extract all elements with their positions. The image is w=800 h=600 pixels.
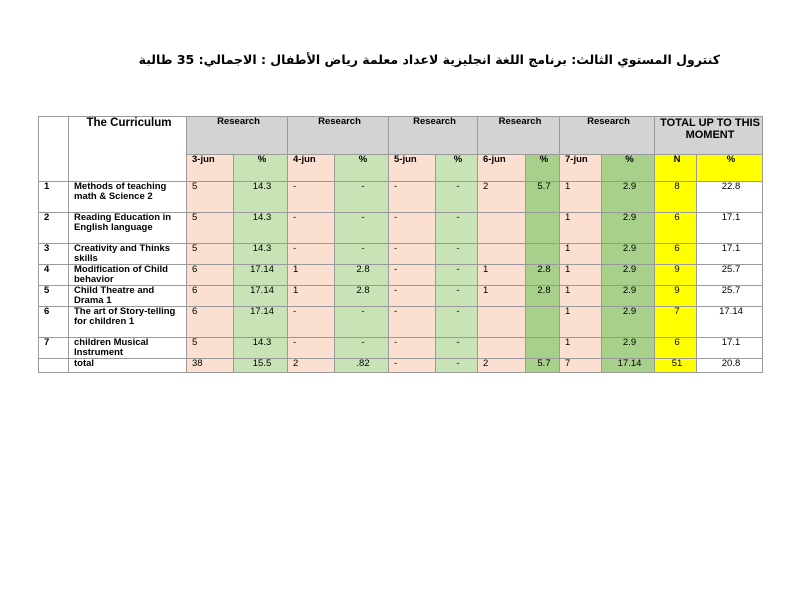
percent-cell: 2.9 — [602, 338, 655, 359]
row-number: 1 — [39, 182, 69, 213]
count-cell: - — [288, 182, 335, 213]
count-cell: - — [389, 213, 436, 244]
total-n-cell: 6 — [655, 244, 697, 265]
count-cell: - — [288, 244, 335, 265]
table-row — [39, 182, 763, 213]
total-n-cell: 6 — [655, 338, 697, 359]
count-cell: 1 — [560, 307, 602, 338]
total-n-cell: 7 — [655, 307, 697, 338]
count-cell: 1 — [560, 286, 602, 307]
percent-header: % — [436, 155, 478, 182]
count-cell: 1 — [560, 213, 602, 244]
count-cell: - — [389, 286, 436, 307]
course-name: total — [69, 359, 187, 373]
total-percent-cell: 20.8 — [697, 359, 763, 373]
percent-cell — [526, 338, 560, 359]
percent-cell: 14.3 — [234, 213, 288, 244]
count-cell: 1 — [478, 286, 526, 307]
research-header: Research — [187, 117, 288, 155]
table-body — [39, 182, 763, 373]
date-header: 3-jun — [187, 155, 234, 182]
count-cell: - — [389, 265, 436, 286]
total-percent-cell: 17.14 — [697, 307, 763, 338]
total-percent-cell: 17.1 — [697, 338, 763, 359]
count-cell: 38 — [187, 359, 234, 373]
course-name: Creativity and Thinks skills — [69, 244, 187, 265]
percent-cell: 2.9 — [602, 265, 655, 286]
percent-cell: 14.3 — [234, 182, 288, 213]
percent-cell: .82 — [335, 359, 389, 373]
percent-header: % — [335, 155, 389, 182]
percent-cell: - — [436, 359, 478, 373]
count-cell: 5 — [187, 338, 234, 359]
percent-cell: 5.7 — [526, 359, 560, 373]
total-header: TOTAL UP TO THIS MOMENT — [655, 117, 763, 155]
row-number: 4 — [39, 265, 69, 286]
percent-cell: 15.5 — [234, 359, 288, 373]
header-blank-cell — [39, 117, 69, 182]
page-title: كنترول المستوي الثالث: برنامج اللغة انجليزية لاعداد معلمة رياض الأطفال : الاجمالي: 35 طالبة — [138, 52, 720, 67]
count-cell: 5 — [187, 244, 234, 265]
count-cell — [478, 213, 526, 244]
table-row — [39, 286, 763, 307]
total-n-cell: 6 — [655, 213, 697, 244]
date-header: 5-jun — [389, 155, 436, 182]
percent-cell: 2.9 — [602, 213, 655, 244]
total-percent-cell: 17.1 — [697, 244, 763, 265]
percent-cell: 2.8 — [335, 265, 389, 286]
course-name: The art of Story-telling for children 1 — [69, 307, 187, 338]
total-row — [39, 359, 763, 373]
total-n-cell: 8 — [655, 182, 697, 213]
count-cell: 1 — [560, 265, 602, 286]
count-cell: 2 — [478, 359, 526, 373]
table-row — [39, 338, 763, 359]
count-cell: - — [389, 182, 436, 213]
percent-cell — [526, 244, 560, 265]
research-header: Research — [478, 117, 560, 155]
row-number: 7 — [39, 338, 69, 359]
count-cell: - — [389, 307, 436, 338]
table-row — [39, 307, 763, 338]
percent-cell: 17.14 — [234, 265, 288, 286]
count-cell: - — [389, 338, 436, 359]
percent-cell: 17.14 — [602, 359, 655, 373]
percent-cell: - — [335, 338, 389, 359]
count-cell: 1 — [560, 244, 602, 265]
total-percent-cell: 25.7 — [697, 265, 763, 286]
research-header: Research — [560, 117, 655, 155]
research-header: Research — [288, 117, 389, 155]
percent-cell: - — [335, 244, 389, 265]
date-header: 6-jun — [478, 155, 526, 182]
row-number: 6 — [39, 307, 69, 338]
percent-cell: - — [436, 182, 478, 213]
row-number: 3 — [39, 244, 69, 265]
course-name: Child Theatre and Drama 1 — [69, 286, 187, 307]
research-table — [38, 116, 763, 373]
total-n-cell: 9 — [655, 286, 697, 307]
count-cell: 1 — [478, 265, 526, 286]
percent-cell: 17.14 — [234, 286, 288, 307]
count-cell: - — [389, 359, 436, 373]
percent-cell: - — [436, 286, 478, 307]
percent-cell: 2.9 — [602, 182, 655, 213]
count-cell: 2 — [478, 182, 526, 213]
percent-cell: - — [436, 265, 478, 286]
row-number: 5 — [39, 286, 69, 307]
percent-header: % — [234, 155, 288, 182]
percent-cell: 2.9 — [602, 286, 655, 307]
percent-cell: 2.8 — [335, 286, 389, 307]
percent-cell: 2.8 — [526, 265, 560, 286]
count-cell: 6 — [187, 265, 234, 286]
count-cell — [478, 338, 526, 359]
percent-header: % — [526, 155, 560, 182]
table-row — [39, 244, 763, 265]
curriculum-header: The Curriculum — [69, 117, 187, 182]
percent-cell: 2.9 — [602, 307, 655, 338]
count-cell: 7 — [560, 359, 602, 373]
date-header: 7-jun — [560, 155, 602, 182]
count-cell — [478, 244, 526, 265]
count-cell: - — [288, 307, 335, 338]
table-row — [39, 265, 763, 286]
header-row — [39, 117, 763, 155]
research-header: Research — [389, 117, 478, 155]
course-name: children Musical Instrument — [69, 338, 187, 359]
table-row — [39, 213, 763, 244]
row-number: 2 — [39, 213, 69, 244]
date-header: 4-jun — [288, 155, 335, 182]
total-percent-cell: 17.1 — [697, 213, 763, 244]
percent-cell: 2.9 — [602, 244, 655, 265]
row-number — [39, 359, 69, 373]
percent-cell: - — [436, 307, 478, 338]
percent-cell — [526, 213, 560, 244]
percent-cell: - — [436, 338, 478, 359]
count-cell: 1 — [560, 182, 602, 213]
count-cell: - — [288, 213, 335, 244]
percent-cell: - — [436, 244, 478, 265]
n-header: N — [655, 155, 697, 182]
total-n-cell: 9 — [655, 265, 697, 286]
count-cell: - — [288, 338, 335, 359]
percent-header: % — [602, 155, 655, 182]
count-cell: 2 — [288, 359, 335, 373]
percent-cell: - — [335, 307, 389, 338]
course-name: Modification of Child behavior — [69, 265, 187, 286]
course-name: Reading Education in English language — [69, 213, 187, 244]
total-n-cell: 51 — [655, 359, 697, 373]
count-cell: 1 — [560, 338, 602, 359]
course-name: Methods of teaching math & Science 2 — [69, 182, 187, 213]
percent-cell: 17.14 — [234, 307, 288, 338]
total-percent-cell: 25.7 — [697, 286, 763, 307]
count-cell — [478, 307, 526, 338]
percent-cell: - — [335, 213, 389, 244]
count-cell: - — [389, 244, 436, 265]
count-cell: 5 — [187, 213, 234, 244]
percent-cell: - — [335, 182, 389, 213]
percent-cell: 14.3 — [234, 244, 288, 265]
count-cell: 5 — [187, 182, 234, 213]
percent-cell: 14.3 — [234, 338, 288, 359]
percent-cell: 5.7 — [526, 182, 560, 213]
count-cell: 1 — [288, 265, 335, 286]
count-cell: 1 — [288, 286, 335, 307]
total-percent-cell: 22.8 — [697, 182, 763, 213]
percent-cell: - — [436, 213, 478, 244]
percent-cell — [526, 307, 560, 338]
percent-cell: 2.8 — [526, 286, 560, 307]
count-cell: 6 — [187, 307, 234, 338]
count-cell: 6 — [187, 286, 234, 307]
percent-header: % — [697, 155, 763, 182]
